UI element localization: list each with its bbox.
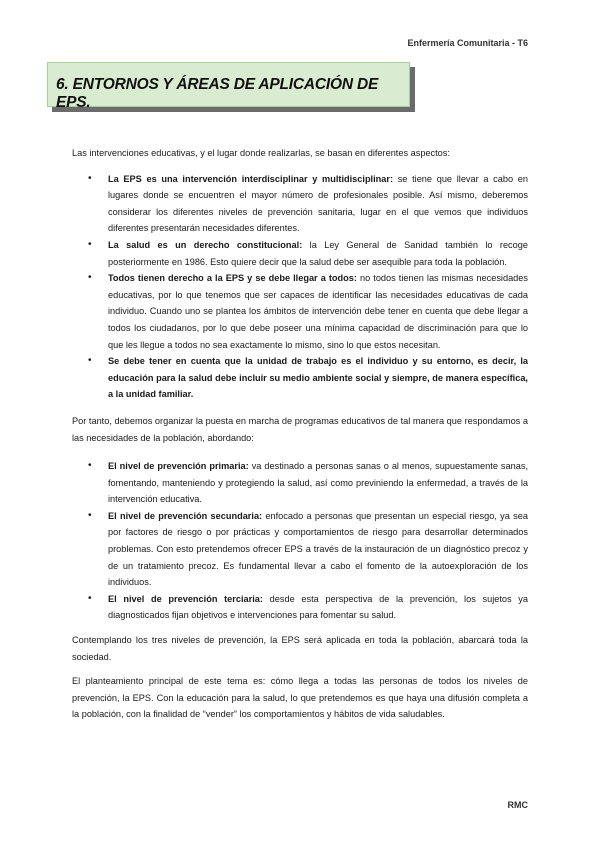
item-heading: Se debe tener en cuenta que la unidad de trabajo es el individuo y su entorno, es decir, la educación para la salud debe incluir su medio ambiente social y siempre, de manera específica, a la unidad familiar.	[108, 356, 528, 400]
bullet-icon: •	[88, 172, 92, 184]
aspects-list	[72, 171, 528, 403]
item-text: la Ley General de Sanidad también lo recoge posteriormente en 1986. Esto quiere decir que la salud debe ser asequible para toda la población.	[108, 239, 528, 267]
item-heading: El nivel de prevención secundaria:	[108, 510, 263, 521]
list-item	[72, 591, 528, 624]
prevention-levels-list	[72, 458, 528, 624]
bullet-icon: •	[88, 355, 92, 367]
intro-paragraph: Las intervenciones educativas, y el lugar donde realizarlas, se basan en diferentes aspectos:	[72, 148, 450, 158]
levels-intro-paragraph: Por tanto, debemos organizar la puesta en marcha de programas educativos de tal manera que respondamos a las necesidades de la población, abordando:	[72, 415, 528, 443]
item-text: se tiene que llevar a cabo en lugares donde se encuentren el mayor número de profesionales posible. Así mismo, deberemos considerar los diferentes niveles de prevención sanitaria, lugar en el que vemos que individuos diferentes presentarán necesidades diferentes.	[108, 173, 528, 234]
running-header: Enfermería Comunitaria - T6	[407, 38, 528, 48]
item-heading: Todos tienen derecho a la EPS y se debe llegar a todos:	[108, 273, 357, 284]
item-heading: La EPS es una intervención interdisciplinar y multidisciplinar:	[108, 173, 394, 184]
bullet-icon: •	[88, 460, 92, 472]
item-text: enfocado a personas que presentan un especial riesgo, ya sea por factores de riesgo o por prácticas y comportamientos de riesgo para desarrollar determinados problemas. Con esto pretendemos ofrecer EPS a través de la instauración de un diagnóstico precoz y de un tratamiento precoz. Es fundamental llevar a cabo el fomento de la autoexploración de los individuos.	[108, 510, 528, 588]
bullet-icon: •	[88, 272, 92, 284]
section-title-box	[47, 62, 410, 111]
footer-initials: RMC	[507, 800, 528, 810]
item-text: va destinado a personas sanas o al menos, supuestamente sanas, fomentando, manteniendo y protegiendo la salud, así como previniendo la enfermedad, a través de la intervención educativa.	[108, 461, 529, 505]
item-text: desde esta perspectiva de la prevención, los sujetos ya diagnosticados fijan objetivos e intervenciones para fomentar su salud.	[108, 593, 528, 621]
item-heading: El nivel de prevención terciaria:	[108, 593, 263, 604]
list-item	[72, 171, 528, 237]
section-title: 6. ENTORNOS Y ÁREAS DE APLICACIÓN DE EPS.	[56, 76, 379, 111]
bullet-icon: •	[88, 509, 92, 521]
item-text: no todos tienen las mismas necesidades educativas, por lo que tenemos que ser capaces de identificar las necesidades educativas de cada individuo. Cuando uno se plantea los ámbitos de intervención debe tener en cuenta que debe llegar a todos los ciudadanos, por lo que debe poseer una mínima capacidad de discriminación para que lo que les llegue a todos no sea exactamente lo mismo, sino lo que estos necesitan.	[108, 273, 528, 350]
list-item	[72, 508, 528, 591]
item-heading: El nivel de prevención primaria:	[108, 461, 249, 472]
list-item	[72, 353, 528, 403]
list-item	[72, 237, 528, 270]
bullet-icon: •	[88, 592, 92, 604]
item-heading: La salud es un derecho constitucional:	[108, 239, 303, 250]
main-content	[72, 145, 528, 723]
bullet-icon: •	[88, 238, 92, 250]
list-item	[72, 270, 528, 353]
approach-paragraph: El planteamiento principal de este tema es: cómo llega a todas las personas de todos los niveles de prevención, la EPS. Con la educación para la salud, lo que pretendemos es que haya una difusión completa a la población, con la finalidad de “vender” los comportamientos y hábitos de vida saludables.	[72, 676, 528, 720]
list-item	[72, 458, 528, 508]
levels-summary-paragraph: Contemplando los tres niveles de prevención, la EPS será aplicada en toda la población, abarcará toda la sociedad.	[72, 635, 528, 662]
